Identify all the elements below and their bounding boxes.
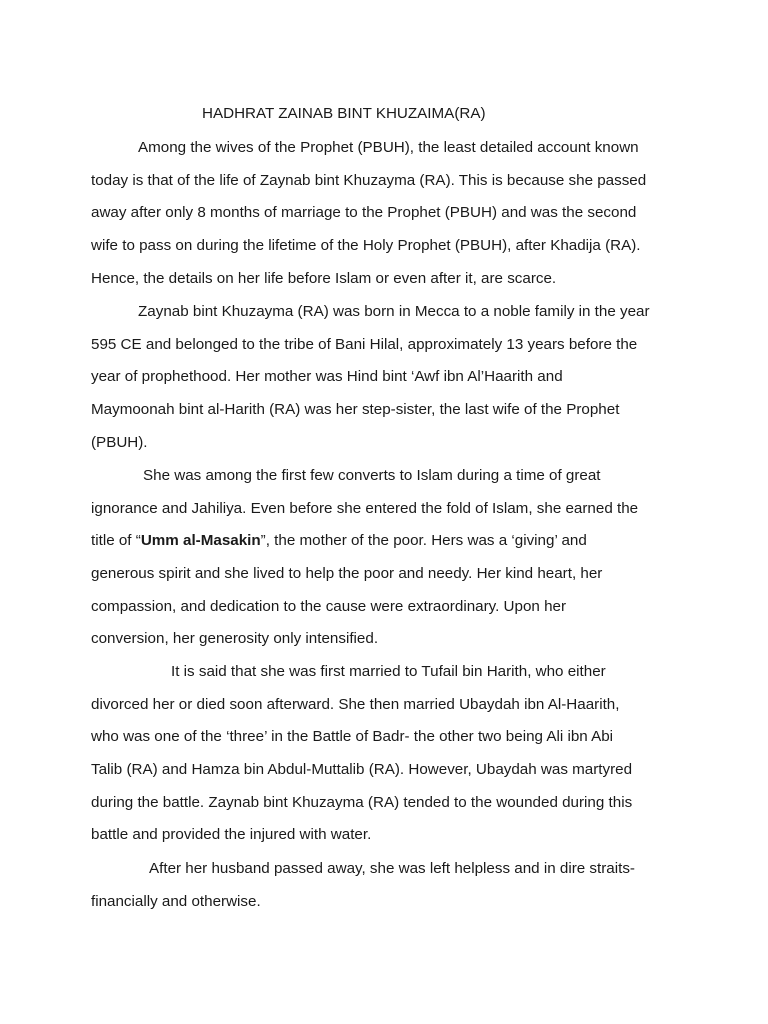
title-line-after: ”, the mother of the poor. Hers was a ‘giving’ and: [260, 532, 587, 550]
paragraph-line: during the battle. Zaynab bint Khuzayma (RA) tended to the wounded during this: [91, 793, 633, 811]
paragraph-line: financially and otherwise.: [91, 892, 261, 910]
paragraph-line: Hence, the details on her life before Islam or even after it, are scarce.: [91, 269, 557, 287]
paragraph-line: 595 CE and belonged to the tribe of Bani Hilal, approximately 13 years before the: [91, 335, 638, 353]
paragraph-line: ignorance and Jahiliya. Even before she entered the fold of Islam, she earned the: [91, 499, 639, 517]
paragraph-1: [91, 132, 691, 295]
paragraph-line: It is said that she was first married to Tufail bin Harith, who either: [171, 663, 606, 680]
paragraph-line: She was among the first few converts to Islam during a time of great: [143, 467, 601, 484]
paragraph-line: Talib (RA) and Hamza bin Abdul-Muttalib (RA). However, Ubaydah was martyred: [91, 761, 633, 779]
paragraph-line: Zaynab bint Khuzayma (RA) was born in Mecca to a noble family in the year: [138, 303, 650, 320]
paragraph-line: Maymoonah bint al-Harith (RA) was her step-sister, the last wife of the Prophet: [91, 401, 620, 419]
paragraph-4: [91, 656, 691, 852]
paragraph-line: Among the wives of the Prophet (PBUH), the least detailed account known: [138, 139, 639, 156]
paragraph-line: away after only 8 months of marriage to the Prophet (PBUH) and was the second: [91, 204, 637, 222]
paragraph-line: wife to pass on during the lifetime of the Holy Prophet (PBUH), after Khadija (RA).: [91, 237, 641, 255]
paragraph-2: [91, 296, 691, 459]
paragraph-line: (PBUH).: [91, 433, 148, 451]
paragraph-line: who was one of the ‘three’ in the Battle of Badr- the other two being Ali ibn Abi: [91, 728, 614, 746]
paragraph-line: compassion, and dedication to the cause were extraordinary. Upon her: [91, 597, 567, 615]
paragraph-line: divorced her or died soon afterward. She then married Ubaydah ibn Al-Haarith,: [91, 695, 620, 713]
paragraph-line: generous spirit and she lived to help the poor and needy. Her kind heart, her: [91, 565, 603, 583]
paragraph-line: After her husband passed away, she was left helpless and in dire straits-: [149, 860, 635, 877]
title-line-before: title of “: [91, 532, 141, 550]
document-title: HADHRAT ZAINAB BINT KHUZAIMA(RA): [202, 105, 486, 122]
bold-term: Umm al-Masakin: [140, 532, 261, 550]
paragraph-line: battle and provided the injured with water.: [91, 826, 372, 844]
paragraph-5: [91, 853, 691, 918]
paragraph-line: today is that of the life of Zaynab bint Khuzayma (RA). This is because she passed: [91, 171, 647, 189]
paragraph-3: [91, 460, 691, 656]
paragraph-line-with-bold: [91, 525, 691, 558]
paragraph-line: conversion, her generosity only intensified.: [91, 630, 379, 648]
paragraph-line: year of prophethood. Her mother was Hind bint ‘Awf ibn Al’Haarith and: [91, 368, 563, 386]
